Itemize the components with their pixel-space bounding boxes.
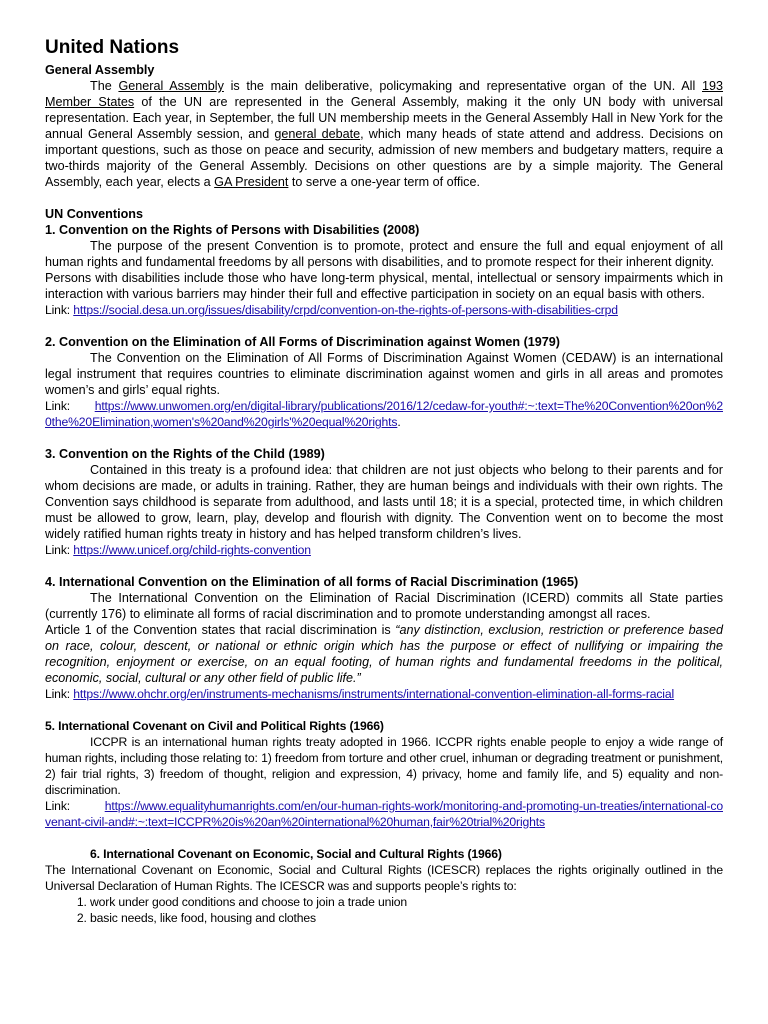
convention-1-link[interactable]: https://social.desa.un.org/issues/disability/crpd/convention-on-the-rights-of-persons-with-disabilities-crpd: [73, 303, 618, 317]
convention-4-article-lead: Article 1 of the Convention states that racial discrimination is: [45, 623, 391, 637]
document-page: [45, 36, 723, 926]
ga-the: The: [90, 79, 112, 93]
link-label: Link:: [45, 687, 70, 701]
list-item: 2. basic needs, like food, housing and clothes: [90, 910, 723, 926]
convention-2-link[interactable]: https://www.unwomen.org/en/digital-library/publications/2016/12/cedaw-for-youth#:~:text=The%20Convention%20on%20the%20Elimination,women's%20and%20girls'%20equal%20rights: [45, 399, 723, 429]
convention-5-link[interactable]: https://www.equalityhumanrights.com/en/our-human-rights-work/monitoring-and-promoting-un-treaties/international-covenant-civil-and#:~:text=ICCPR%20is%20an%20international%20human,fair%20trial%20rights: [45, 799, 723, 829]
ga-text-1: is the main deliberative, policymaking and representative organ of the UN. All: [230, 79, 696, 93]
convention-1-paragraph-1: The purpose of the present Convention is to promote, protect and ensure the full and equal enjoyment of all human rights and fundamental freedoms by all persons with disabilities, and to promote respect for their inherent dignity.: [45, 239, 723, 269]
convention-3-paragraph-1: Contained in this treaty is a profound idea: that children are not just objects who belong to their parents and for whom decisions are made, or adults in training. Rather, they are human beings and individuals with their own rights. The Convention says childhood is separate from adulthood, and lasts until 18; it is a special, protected time, in which children must be allowed to grow, learn, play, develop and flourish with dignity. The Convention went on to become the most widely ratified human rights treaty in history and has helped transform children’s lives.: [45, 463, 723, 541]
link-label: Link:: [45, 303, 70, 317]
convention-4-paragraph-2: [45, 622, 723, 686]
ga-text-3: , which many heads of state attend and address. Decisions on important questions, such as those on peace and security, admission of new members and budgetary matters, require a two-thirds majority of the General Assembly. Decisions on other questions are by a simple majority. The General Assembly, each year, elects a: [45, 127, 724, 189]
convention-6-paragraph-1: The International Covenant on Economic, Social and Cultural Rights (ICESCR) replaces the rights originally outlined in the Universal Declaration of Human Rights. The ICESCR was and supports people’s rights to:: [45, 863, 723, 893]
link-ga-president[interactable]: GA President: [214, 175, 289, 189]
convention-2-link-line: [45, 398, 723, 430]
convention-4-article-quote: “any distinction, exclusion, restriction or preference based on race, colour, descent, or national or ethnic origin which has the purpose or effect of nullifying or impairing the recognition, enjoyment or exercise, on an equal footing, of human rights and fundamental freedoms in the political, economic, social, cultural or any other field of public life.”: [45, 623, 723, 685]
convention-4-link[interactable]: https://www.ohchr.org/en/instruments-mechanisms/instruments/international-convention-elimination-all-forms-racial: [73, 687, 675, 701]
ga-text-4: to serve a one-year term of office.: [291, 175, 480, 189]
convention-5-paragraph-1: ICCPR is an international human rights treaty adopted in 1966. ICCPR rights enable people to enjoy a wide range of human rights, including those relating to: 1) freedom from torture and other cruel, inhuman or degrading treatment or punishment, 2) fair trial rights, 3) freedom of thought, religion and expression, 4) privacy, home and family life, and 5) equality and non-discrimination.: [45, 735, 723, 797]
convention-5-title: 5. International Covenant on Civil and Political Rights (1966): [45, 719, 384, 733]
general-assembly-paragraph: [45, 78, 723, 190]
section-heading-un-conventions: UN Conventions: [45, 207, 143, 221]
convention-6-title: 6. International Covenant on Economic, Social and Cultural Rights (1966): [90, 847, 502, 861]
convention-1-link-line: [45, 302, 723, 318]
convention-2-paragraph-1: The Convention on the Elimination of All Forms of Discrimination Against Women (CEDAW) is an international legal instrument that requires countries to eliminate discrimination against women and girls in all areas and promotes women’s and girls’ equal rights.: [45, 351, 723, 397]
convention-3-title: 3. Convention on the Rights of the Child (1989): [45, 447, 325, 461]
convention-2-link-suffix: .: [397, 415, 401, 429]
link-label: Link:: [45, 399, 70, 413]
convention-3-link-line: [45, 542, 723, 558]
convention-1-paragraph-2: Persons with disabilities include those who have long-term physical, mental, intellectual or sensory impairments which in interaction with various barriers may hinder their full and effective participation in society on an equal basis with others.: [45, 271, 723, 301]
convention-3-link[interactable]: https://www.unicef.org/child-rights-convention: [73, 543, 311, 557]
link-general-debate[interactable]: general debate: [274, 127, 361, 141]
page-title: United Nations: [45, 37, 180, 58]
convention-5-link-line: [45, 798, 723, 830]
convention-1-title: 1. Convention on the Rights of Persons with Disabilities (2008): [45, 223, 420, 237]
convention-4-paragraph-1: The International Convention on the Elimination of Racial Discrimination (ICERD) commits all State parties (currently 176) to eliminate all forms of racial discrimination and to promote understanding amongst all races.: [45, 591, 723, 621]
list-item: 1. work under good conditions and choose to join a trade union: [90, 894, 723, 910]
ga-text-2: of the UN are represented in the General Assembly, making it the only UN body with universal representation. Each year, in September, the full UN membership meets in the General Assembly Hall in New York for the annual General Assembly session, and: [45, 95, 724, 141]
link-general-assembly[interactable]: General Assembly: [118, 79, 224, 93]
convention-4-link-line: [45, 686, 723, 702]
convention-6-rights-list: [45, 894, 723, 926]
convention-4-title: 4. International Convention on the Elimination of all forms of Racial Discrimination (1965): [45, 575, 579, 589]
convention-2-title: 2. Convention on the Elimination of All Forms of Discrimination against Women (1979): [45, 335, 560, 349]
link-label: Link:: [45, 799, 70, 813]
link-label: Link:: [45, 543, 70, 557]
link-193-member-states[interactable]: 193 Member States: [45, 79, 724, 109]
section-heading-general-assembly: General Assembly: [45, 63, 155, 77]
